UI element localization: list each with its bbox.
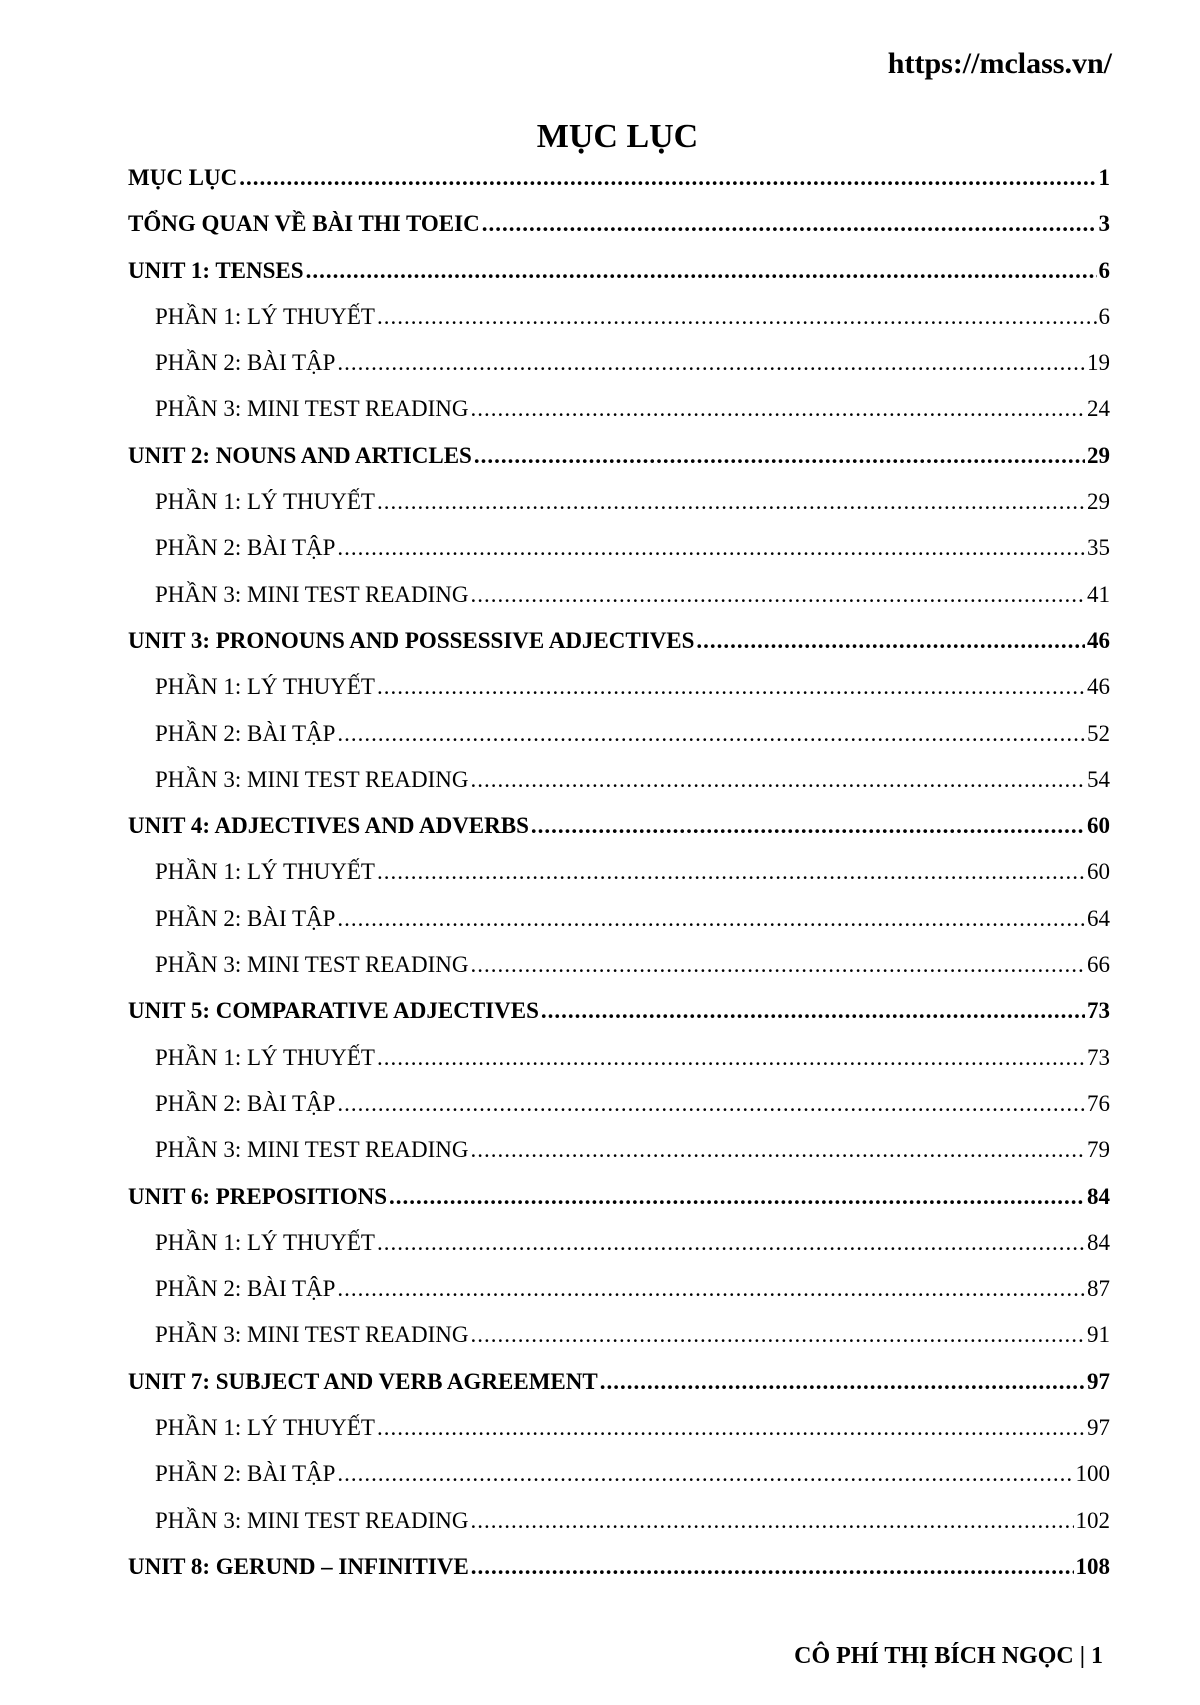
toc-dot-leader bbox=[377, 664, 1085, 710]
toc-entry-title: UNIT 4: ADJECTIVES AND ADVERBS bbox=[128, 813, 529, 839]
toc-dot-leader bbox=[471, 1312, 1086, 1358]
toc-dot-leader bbox=[600, 1359, 1085, 1405]
toc-entry-page-number: 41 bbox=[1087, 581, 1110, 607]
toc-entry-unit[interactable] bbox=[128, 248, 1110, 294]
toc-entry-page-number: 64 bbox=[1087, 905, 1110, 931]
toc-entry-page-number: 108 bbox=[1075, 1553, 1110, 1579]
site-url[interactable]: https://mclass.vn/ bbox=[887, 47, 1112, 80]
toc-entry-part[interactable] bbox=[128, 1498, 1110, 1544]
toc-entry-part[interactable] bbox=[128, 386, 1110, 432]
toc-entry-title: UNIT 2: NOUNS AND ARTICLES bbox=[128, 442, 472, 468]
toc-dot-leader bbox=[337, 340, 1085, 386]
toc-entry-page-number: 29 bbox=[1087, 442, 1110, 468]
toc-entry-part[interactable] bbox=[128, 572, 1110, 618]
toc-entry-page-number: 60 bbox=[1087, 813, 1110, 839]
toc-dot-leader bbox=[377, 849, 1085, 895]
toc-dot-leader bbox=[471, 757, 1086, 803]
toc-entry-part[interactable] bbox=[128, 942, 1110, 988]
toc-entry-title: PHẦN 3: MINI TEST READING bbox=[155, 396, 469, 422]
toc-entry-title: PHẦN 1: LÝ THUYẾT bbox=[155, 489, 375, 515]
toc-entry-page-number: 66 bbox=[1087, 952, 1110, 978]
toc-entry-part[interactable] bbox=[128, 849, 1110, 895]
toc-entry-title: PHẦN 1: LÝ THUYẾT bbox=[155, 303, 375, 329]
toc-entry-page-number: 46 bbox=[1087, 674, 1110, 700]
toc-entry-part[interactable] bbox=[128, 1451, 1110, 1497]
toc-dot-leader bbox=[377, 1220, 1085, 1266]
toc-dot-leader bbox=[696, 618, 1085, 664]
toc-entry-unit[interactable] bbox=[128, 1174, 1110, 1220]
toc-dot-leader bbox=[337, 896, 1085, 942]
toc-dot-leader bbox=[337, 1081, 1085, 1127]
toc-dot-leader bbox=[239, 155, 1096, 201]
toc-entry-unit[interactable] bbox=[128, 988, 1110, 1034]
toc-entry-title: PHẦN 2: BÀI TẬP bbox=[155, 1090, 336, 1116]
toc-entry-part[interactable] bbox=[128, 1081, 1110, 1127]
toc-entry-title: UNIT 5: COMPARATIVE ADJECTIVES bbox=[128, 998, 539, 1024]
toc-dot-leader bbox=[377, 479, 1085, 525]
toc-dot-leader bbox=[306, 248, 1097, 294]
toc-dot-leader bbox=[471, 1544, 1074, 1590]
toc-entry-title: PHẦN 1: LÝ THUYẾT bbox=[155, 1044, 375, 1070]
toc-entry-unit[interactable] bbox=[128, 1544, 1110, 1590]
toc-dot-leader bbox=[337, 1451, 1073, 1497]
toc-entry-page-number: 102 bbox=[1075, 1507, 1110, 1533]
toc-dot-leader bbox=[337, 711, 1085, 757]
toc-entry-title: PHẦN 3: MINI TEST READING bbox=[155, 766, 469, 792]
toc-entry-page-number: 97 bbox=[1087, 1368, 1110, 1394]
toc-entry-page-number: 24 bbox=[1087, 396, 1110, 422]
toc-entry-page-number: 97 bbox=[1087, 1415, 1110, 1441]
toc-entry-page-number: 87 bbox=[1087, 1276, 1110, 1302]
toc-dot-leader bbox=[471, 386, 1086, 432]
toc-entry-title: PHẦN 3: MINI TEST READING bbox=[155, 952, 469, 978]
toc-entry-unit[interactable] bbox=[128, 155, 1110, 201]
toc-dot-leader bbox=[474, 433, 1085, 479]
toc-entry-unit[interactable] bbox=[128, 433, 1110, 479]
toc-entry-title: UNIT 1: TENSES bbox=[128, 257, 304, 283]
toc-entry-page-number: 84 bbox=[1087, 1229, 1110, 1255]
toc-entry-part[interactable] bbox=[128, 1266, 1110, 1312]
toc-dot-leader bbox=[377, 294, 1097, 340]
toc-entry-page-number: 6 bbox=[1098, 303, 1110, 329]
toc-entry-page-number: 79 bbox=[1087, 1137, 1110, 1163]
toc-entry-title: PHẦN 3: MINI TEST READING bbox=[155, 1322, 469, 1348]
toc-dot-leader bbox=[471, 572, 1086, 618]
toc-entry-page-number: 73 bbox=[1087, 998, 1110, 1024]
toc-dot-leader bbox=[377, 1405, 1085, 1451]
toc-entry-title: PHẦN 3: MINI TEST READING bbox=[155, 581, 469, 607]
toc-dot-leader bbox=[377, 1035, 1085, 1081]
toc-entry-part[interactable] bbox=[128, 479, 1110, 525]
toc-entry-part[interactable] bbox=[128, 340, 1110, 386]
toc-entry-title: PHẦN 1: LÝ THUYẾT bbox=[155, 859, 375, 885]
toc-entry-part[interactable] bbox=[128, 664, 1110, 710]
toc-entry-page-number: 100 bbox=[1075, 1461, 1110, 1487]
toc-entry-title: PHẦN 2: BÀI TẬP bbox=[155, 1276, 336, 1302]
toc-entry-title: PHẦN 2: BÀI TẬP bbox=[155, 535, 336, 561]
toc-entry-title: PHẦN 3: MINI TEST READING bbox=[155, 1507, 469, 1533]
toc-entry-page-number: 29 bbox=[1087, 489, 1110, 515]
toc-dot-leader bbox=[531, 803, 1085, 849]
toc-dot-leader bbox=[471, 1127, 1086, 1173]
toc-entry-part[interactable] bbox=[128, 1405, 1110, 1451]
toc-entry-unit[interactable] bbox=[128, 201, 1110, 247]
toc-entry-title: PHẦN 1: LÝ THUYẾT bbox=[155, 674, 375, 700]
toc-entry-page-number: 46 bbox=[1087, 627, 1110, 653]
page-title: MỤC LỤC bbox=[536, 117, 699, 155]
toc-dot-leader bbox=[337, 1266, 1085, 1312]
toc-entry-part[interactable] bbox=[128, 896, 1110, 942]
toc-entry-page-number: 19 bbox=[1087, 350, 1110, 376]
toc-entry-page-number: 52 bbox=[1087, 720, 1110, 746]
toc-entry-title: MỤC LỤC bbox=[128, 165, 238, 190]
table-of-contents bbox=[128, 155, 1110, 1590]
toc-entry-part[interactable] bbox=[128, 1127, 1110, 1173]
toc-entry-title: PHẦN 1: LÝ THUYẾT bbox=[155, 1229, 375, 1255]
toc-entry-title: TỔNG QUAN VỀ BÀI THI TOEIC bbox=[128, 211, 480, 237]
toc-dot-leader bbox=[482, 201, 1097, 247]
toc-dot-leader bbox=[541, 988, 1085, 1034]
toc-entry-part[interactable] bbox=[128, 1312, 1110, 1358]
toc-dot-leader bbox=[471, 942, 1086, 988]
toc-entry-part[interactable] bbox=[128, 1220, 1110, 1266]
toc-entry-page-number: 6 bbox=[1098, 257, 1110, 283]
toc-entry-title: UNIT 8: GERUND – INFINITIVE bbox=[128, 1553, 469, 1579]
page-footer: CÔ PHÍ THỊ BÍCH NGỌC | 1 bbox=[794, 1643, 1103, 1669]
toc-entry-page-number: 35 bbox=[1087, 535, 1110, 561]
toc-entry-title: UNIT 6: PREPOSITIONS bbox=[128, 1183, 388, 1209]
toc-entry-title: PHẦN 2: BÀI TẬP bbox=[155, 905, 336, 931]
toc-entry-title: PHẦN 3: MINI TEST READING bbox=[155, 1137, 469, 1163]
toc-entry-part[interactable] bbox=[128, 1035, 1110, 1081]
toc-entry-part[interactable] bbox=[128, 711, 1110, 757]
toc-entry-page-number: 60 bbox=[1087, 859, 1110, 885]
toc-entry-part[interactable] bbox=[128, 525, 1110, 571]
toc-entry-page-number: 91 bbox=[1087, 1322, 1110, 1348]
toc-dot-leader bbox=[337, 525, 1085, 571]
toc-entry-unit[interactable] bbox=[128, 803, 1110, 849]
toc-entry-page-number: 1 bbox=[1098, 165, 1110, 190]
toc-dot-leader bbox=[471, 1498, 1074, 1544]
toc-entry-part[interactable] bbox=[128, 757, 1110, 803]
toc-entry-title: PHẦN 2: BÀI TẬP bbox=[155, 350, 336, 376]
toc-entry-page-number: 84 bbox=[1087, 1183, 1110, 1209]
toc-entry-title: PHẦN 2: BÀI TẬP bbox=[155, 720, 336, 746]
toc-entry-page-number: 76 bbox=[1087, 1090, 1110, 1116]
toc-dot-leader bbox=[389, 1174, 1085, 1220]
toc-entry-page-number: 73 bbox=[1087, 1044, 1110, 1070]
toc-entry-title: PHẦN 1: LÝ THUYẾT bbox=[155, 1415, 375, 1441]
toc-entry-title: UNIT 3: PRONOUNS AND POSSESSIVE ADJECTIVES bbox=[128, 627, 695, 653]
toc-entry-title: UNIT 7: SUBJECT AND VERB AGREEMENT bbox=[128, 1368, 598, 1394]
toc-entry-part[interactable] bbox=[128, 294, 1110, 340]
toc-entry-page-number: 3 bbox=[1098, 211, 1110, 237]
toc-entry-title: PHẦN 2: BÀI TẬP bbox=[155, 1461, 336, 1487]
toc-entry-unit[interactable] bbox=[128, 618, 1110, 664]
toc-entry-unit[interactable] bbox=[128, 1359, 1110, 1405]
toc-entry-page-number: 54 bbox=[1087, 766, 1110, 792]
